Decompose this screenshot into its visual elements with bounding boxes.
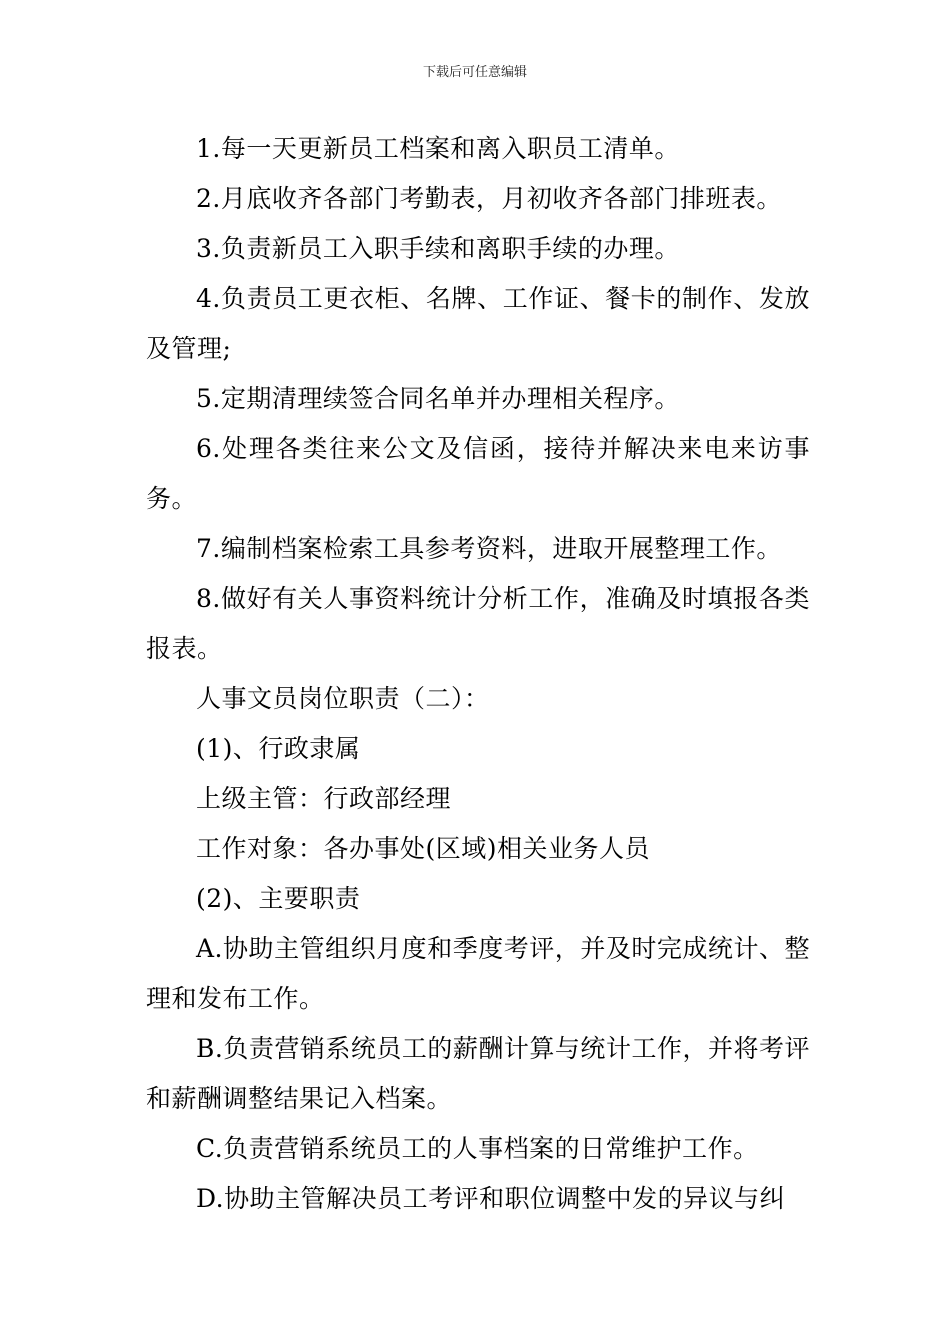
supervisor-line: 上级主管：行政部经理 <box>196 784 452 813</box>
duty-b: B.负责营销系统员工的薪酬计算与统计工作，并将考评和薪酬调整结果记入档案。 <box>146 1034 810 1113</box>
document-body <box>146 124 810 1224</box>
subsection-heading-1: (1)、行政隶属 <box>196 734 361 763</box>
paragraph-6: 6.处理各类往来公文及信函，接待并解决来电来访事务。 <box>146 434 810 513</box>
paragraph-2: 2.月底收齐各部门考勤表，月初收齐各部门排班表。 <box>196 184 782 213</box>
paragraph-7: 7.编制档案检索工具参考资料，进取开展整理工作。 <box>196 534 782 563</box>
paragraph-3: 3.负责新员工入职手续和离职手续的办理。 <box>196 234 680 263</box>
section-title: 人事文员岗位职责（二）： <box>196 684 490 713</box>
duty-d: D.协助主管解决员工考评和职位调整中发的异议与纠 <box>196 1184 786 1213</box>
duty-a: A.协助主管组织月度和季度考评，并及时完成统计、整理和发布工作。 <box>146 934 810 1013</box>
paragraph-5: 5.定期清理续签合同名单并办理相关程序。 <box>196 384 680 413</box>
page-header: 下载后可任意编辑 <box>422 65 527 80</box>
paragraph-8: 8.做好有关人事资料统计分析工作，准确及时填报各类报表。 <box>146 584 810 663</box>
work-object-line: 工作对象：各办事处(区域)相关业务人员 <box>196 834 651 863</box>
duty-c: C.负责营销系统员工的人事档案的日常维护工作。 <box>196 1134 759 1163</box>
paragraph-1: 1.每一天更新员工档案和离入职员工清单。 <box>196 134 680 163</box>
subsection-heading-2: (2)、主要职责 <box>196 884 361 913</box>
paragraph-4: 4.负责员工更衣柜、名牌、工作证、餐卡的制作、发放及管理; <box>146 284 810 363</box>
